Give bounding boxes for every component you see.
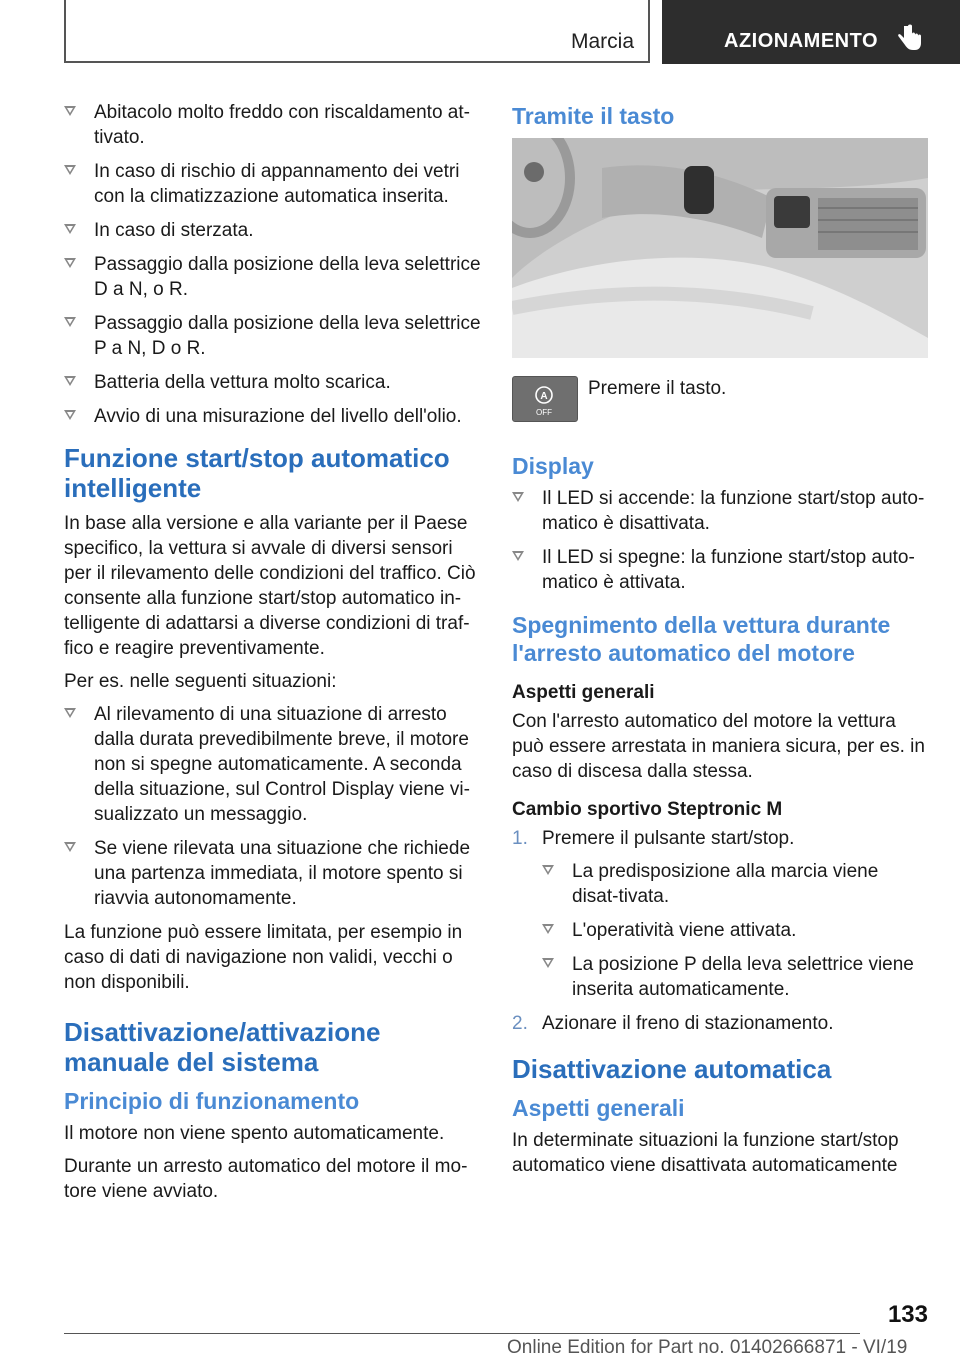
button-caption: Premere il tasto. — [588, 378, 727, 399]
triangle-bullet-icon — [542, 865, 554, 875]
heading-display: Display — [512, 453, 594, 479]
list-item: La posizione P della leva selettrice viene inserita automaticamente. — [542, 952, 930, 1002]
auto-paragraph: In determinate situazioni la funzione start/stop automatico viene disattivata automaticamente — [512, 1130, 899, 1176]
triangle-bullet-icon — [542, 924, 554, 934]
general-title: Aspetti generali — [512, 682, 655, 703]
button-instruction-row — [512, 376, 930, 436]
triangle-bullet-icon — [64, 708, 76, 718]
heading-switch-off: Spegnimento della vettura durante l'arresto automatico del motore — [512, 612, 891, 666]
list-item: La predisposizione alla marcia viene disat-tivata. — [542, 859, 930, 909]
svg-text:OFF: OFF — [536, 408, 552, 417]
general-paragraph: Con l'arresto automatico del motore la vettura può essere arrestata in maniera sicura, per es. in caso di discesa dalla stessa. — [512, 711, 925, 782]
dashboard-photo — [512, 138, 928, 358]
list-item: Abitacolo molto freddo con riscaldamento at-tivato. — [64, 100, 484, 150]
heading-principle: Principio di funzionamento — [64, 1088, 360, 1114]
triangle-bullet-icon — [64, 317, 76, 327]
start-stop-off-button-icon — [512, 376, 578, 422]
list-item: Al rilevamento di una situazione di arresto dalla durata prevedibilmente breve, il motore non si spegne automaticamente. A seconda della situazione, sul Control Display viene vi-sualizzato un messaggio. — [64, 702, 484, 827]
list-item: Il LED si spegne: la funzione start/stop auto-matico è attivata. — [512, 545, 930, 595]
dashboard-illustration — [512, 138, 928, 358]
header-chapter-title: AZIONAMENTO — [724, 30, 879, 52]
principle-paragraph-2: Durante un arresto automatico del motore il mo-tore viene avviato. — [64, 1156, 468, 1202]
triangle-bullet-icon — [64, 258, 76, 268]
hand-pointer-icon — [896, 24, 922, 52]
list-item: Batteria della vettura molto scarica. — [64, 370, 484, 395]
svg-text:A: A — [540, 391, 548, 402]
footer-edition: Online Edition for Part no. 01402666871 - VI/19 — [507, 1337, 908, 1358]
footer-divider — [64, 1333, 860, 1334]
list-item: In caso di rischio di appannamento dei vetri con la climatizzazione automatica inserita. — [64, 159, 484, 209]
smart-intro: Per es. nelle seguenti situazioni: — [64, 671, 337, 692]
heading-smart-start-stop: Funzione start/stop automatico intelligente — [64, 443, 450, 503]
triangle-bullet-icon — [64, 106, 76, 116]
right-column — [512, 100, 930, 1186]
header-chapter-box — [662, 0, 960, 64]
triangle-bullet-icon — [64, 842, 76, 852]
list-item: Il LED si accende: la funzione start/stop auto-matico è disattivata. — [512, 486, 930, 536]
heading-via-button: Tramite il tasto — [512, 103, 675, 129]
left-column — [64, 100, 484, 1212]
list-item: Passaggio dalla posizione della leva selettrice D a N, o R. — [64, 252, 484, 302]
heading-manual-deactivation: Disattivazione/attivazione manuale del sistema — [64, 1017, 381, 1077]
triangle-bullet-icon — [512, 551, 524, 561]
list-item: In caso di sterzata. — [64, 218, 484, 243]
page-header — [0, 0, 960, 66]
triangle-bullet-icon — [64, 165, 76, 175]
gearbox-title: Cambio sportivo Steptronic M — [512, 799, 783, 820]
heading-auto-deactivation: Disattivazione automatica — [512, 1054, 832, 1084]
header-section-title: Marcia — [570, 30, 634, 53]
heading-auto-general: Aspetti generali — [512, 1095, 685, 1121]
triangle-bullet-icon — [512, 492, 524, 502]
list-item: L'operatività viene attivata. — [542, 918, 930, 943]
triangle-bullet-icon — [542, 958, 554, 968]
step-item: 2. Azionare il freno di stazionamento. — [512, 1013, 834, 1034]
list-item: Se viene rilevata una situazione che richiede una partenza immediata, il motore spento si riavvia autonomamente. — [64, 836, 484, 911]
step-item: 1. Premere il pulsante start/stop. — [512, 828, 795, 849]
page-number: 133 — [887, 1301, 928, 1328]
triangle-bullet-icon — [64, 410, 76, 420]
triangle-bullet-icon — [64, 376, 76, 386]
smart-limitation: La funzione può essere limitata, per esempio in caso di dati di navigazione non validi, vecchi o non disponibili. — [64, 922, 463, 993]
list-item: Avvio di una misurazione del livello dell'olio. — [64, 404, 484, 429]
list-item: Passaggio dalla posizione della leva selettrice P a N, D o R. — [64, 311, 484, 361]
principle-paragraph-1: Il motore non viene spento automaticamente. — [64, 1123, 445, 1144]
header-section-box — [64, 0, 650, 63]
smart-paragraph: In base alla versione e alla variante per il Paese specifico, la vettura si avvale di diversi sensori per il rilevamento delle condizioni del traffico. Ciò consente alla funzione start/stop automatico in-telligente di adattarsi a diverse condizioni di traf-fico e reagire preventivamente. — [64, 513, 476, 659]
triangle-bullet-icon — [64, 224, 76, 234]
